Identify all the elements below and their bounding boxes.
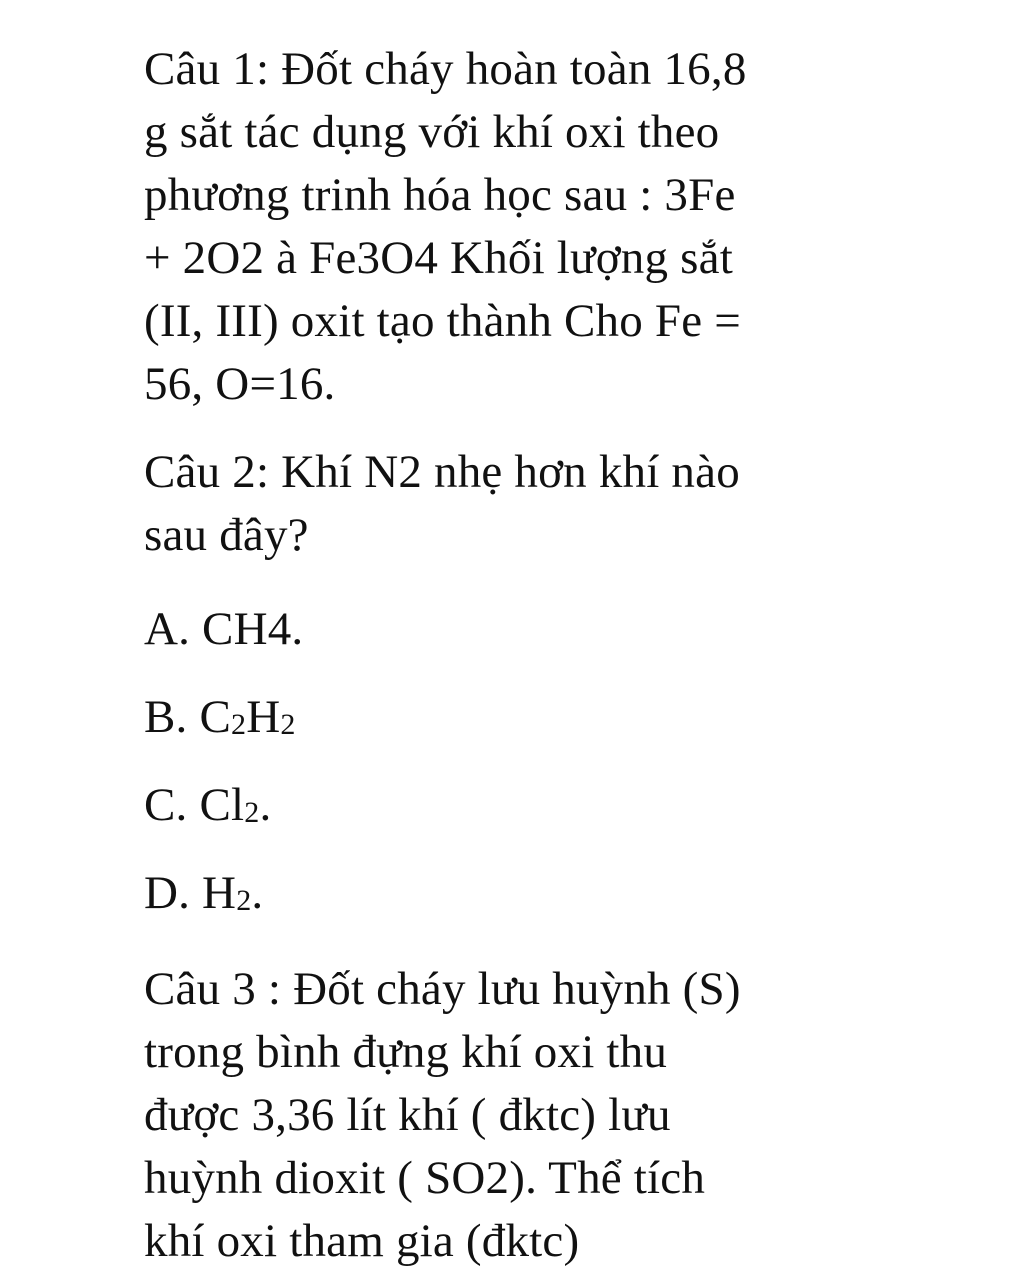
- option-c: [144, 779, 272, 831]
- q1-line-2: g sắt tác dụng với khí oxi theo: [144, 106, 720, 158]
- q3-line-5: khí oxi tham gia (đktc): [144, 1215, 580, 1267]
- option-b-prefix: B. C: [144, 691, 231, 743]
- q1-line-1: Câu 1: Đốt cháy hoàn toàn 16,8: [144, 43, 747, 95]
- q1-line-6: 56, O=16.: [144, 358, 336, 410]
- option-b: [144, 691, 296, 743]
- option-b-mid: H: [246, 691, 281, 743]
- option-a: A. CH4.: [144, 603, 304, 655]
- q2-line-1: Câu 2: Khí N2 nhẹ hơn khí nào: [144, 446, 740, 498]
- option-c-prefix: C. Cl: [144, 779, 245, 831]
- q1-line-5: (II, III) oxit tạo thành Cho Fe =: [144, 295, 741, 347]
- q3-line-4: huỳnh dioxit ( SO2). Thể tích: [144, 1152, 706, 1204]
- option-d-subscript: 2: [236, 884, 252, 917]
- q3-line-3: được 3,36 lít khí ( đktc) lưu: [144, 1089, 671, 1141]
- q1-line-4: + 2O2 à Fe3O4 Khối lượng sắt: [144, 232, 733, 284]
- q3-line-1: Câu 3 : Đốt cháy lưu huỳnh (S): [144, 963, 741, 1015]
- option-d-prefix: D. H: [144, 867, 237, 919]
- q2-line-2: sau đây?: [144, 509, 309, 561]
- q3-line-2: trong bình đựng khí oxi thu: [144, 1026, 668, 1078]
- option-d-suffix: .: [251, 867, 264, 919]
- option-b-subscript-1: 2: [231, 708, 247, 741]
- option-c-subscript: 2: [244, 796, 260, 829]
- q1-line-3: phương trinh hóa học sau : 3Fe: [144, 169, 736, 221]
- option-c-suffix: .: [259, 779, 272, 831]
- option-b-subscript-2: 2: [280, 708, 296, 741]
- option-d: [144, 867, 264, 919]
